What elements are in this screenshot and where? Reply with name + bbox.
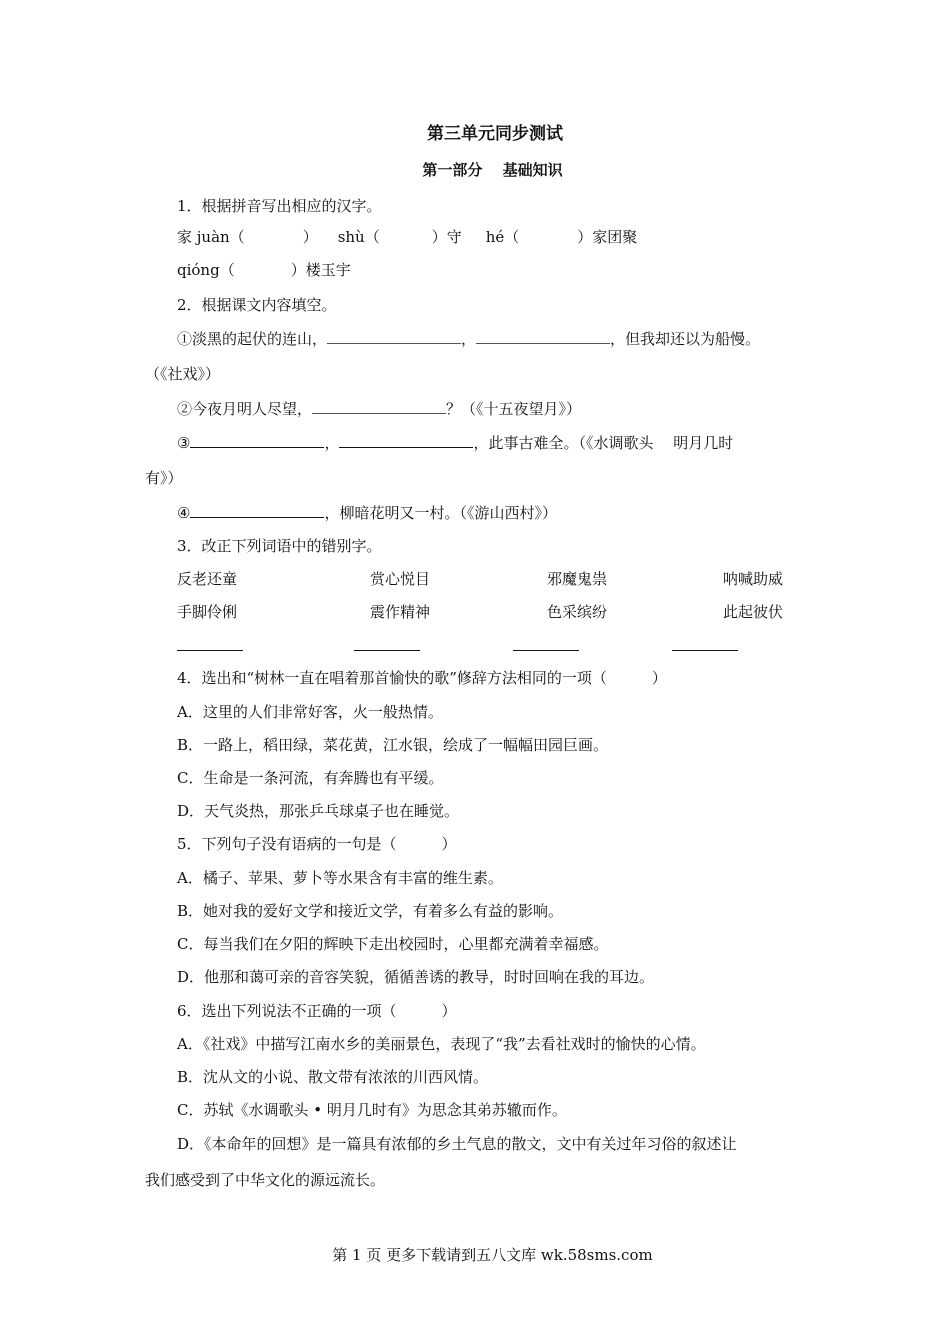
option-d: D．他那和蔼可亲的音容笑貌，循循善诱的教导，时时回响在我的耳边。 xyxy=(177,968,655,986)
option-b: B．一路上，稻田绿，菜花黄，江水银，绘成了一幅幅田园巨画。 xyxy=(177,736,609,754)
pinyin-item: ）楼玉宇 xyxy=(290,261,351,279)
answer-line[interactable] xyxy=(177,650,243,651)
fill-text: ？（《十五夜望月》） xyxy=(446,400,582,418)
question-2-stem: 2．根据课文内容填空。 xyxy=(177,296,337,314)
word-item: 邪魔鬼祟 xyxy=(547,570,608,588)
answer-blank[interactable] xyxy=(190,502,324,518)
question-1-stem: 1．根据拼音写出相应的汉字。 xyxy=(177,197,382,215)
fill-text: ②今夜月明人尽望， xyxy=(177,400,313,418)
question-5-stem: 5．下列句子没有语病的一句是（ ） xyxy=(177,835,457,853)
word-item: 赏心悦目 xyxy=(370,570,431,588)
fill-text: ， xyxy=(324,434,340,452)
option-a: A．这里的人们非常好客，火一般热情。 xyxy=(177,703,443,721)
question-1-row-2 xyxy=(177,260,351,280)
question-2-line-3 xyxy=(177,432,733,453)
option-b: B．她对我的爱好文学和接近文学，有着多么有益的影响。 xyxy=(177,902,564,920)
option-c: C．每当我们在夕阳的辉映下走出校园时，心里都充满着幸福感。 xyxy=(177,935,609,953)
option-c: C．苏轼《水调歌头 • 明月几时有》为思念其弟苏辙而作。 xyxy=(177,1101,567,1119)
word-item: 色采缤纷 xyxy=(547,603,608,621)
pinyin-item: ）家团聚 xyxy=(577,228,638,246)
option-b: B．沈从文的小说、散文带有浓浓的川西风情。 xyxy=(177,1068,489,1086)
word-item: 呐喊助威 xyxy=(723,570,784,588)
pinyin-item: hé（ xyxy=(485,228,520,246)
option-d: D．《本命年的回想》是一篇具有浓郁的乡土气息的散文，文中有关过年习俗的叙述让 xyxy=(177,1135,737,1153)
question-4-stem: 4．选出和“树林一直在唱着那首愉快的歌”修辞方法相同的一项（ ） xyxy=(177,669,667,687)
section-heading: 第一部分 基础知识 xyxy=(422,161,563,179)
pinyin-item: qióng（ xyxy=(177,261,235,279)
answer-blank[interactable] xyxy=(312,398,446,414)
document-title: 第三单元同步测试 xyxy=(427,124,563,144)
word-item: 手脚伶俐 xyxy=(177,603,238,621)
question-2-line-3-continuation: 有》） xyxy=(145,469,183,487)
answer-blank[interactable] xyxy=(339,432,473,448)
fill-text: ，柳暗花明又一村。（《游山西村》） xyxy=(324,504,557,522)
fill-text: ，此事古难全。（《水调歌头 明月几时 xyxy=(473,434,734,452)
question-6-stem: 6．选出下列说法不正确的一项（ ） xyxy=(177,1002,457,1020)
question-1-row-1 xyxy=(177,227,637,247)
fill-text: ④ xyxy=(177,504,191,522)
pinyin-item: ）守 xyxy=(431,228,462,246)
word-item: 反老还童 xyxy=(177,570,238,588)
fill-text: ①淡黑的起伏的连山， xyxy=(177,330,328,348)
answer-blank[interactable] xyxy=(190,432,324,448)
question-3-stem: 3．改正下列词语中的错别字。 xyxy=(177,537,382,555)
pinyin-item: ） xyxy=(302,228,318,246)
question-2-line-1-source: （《社戏》） xyxy=(145,365,221,383)
question-2-line-4 xyxy=(177,502,557,523)
pinyin-item: shù（ xyxy=(337,228,380,246)
answer-line[interactable] xyxy=(513,650,579,651)
word-item: 此起彼伏 xyxy=(723,603,784,621)
answer-line[interactable] xyxy=(354,650,420,651)
pinyin-item: 家 juàn（ xyxy=(177,228,245,246)
fill-text: ③ xyxy=(177,434,191,452)
page-footer: 第 1 页 更多下载请到五八文库 wk.58sms.com xyxy=(332,1246,653,1264)
option-d: D．天气炎热，那张乒乓球桌子也在睡觉。 xyxy=(177,802,460,820)
option-d-continuation: 我们感受到了中华文化的源远流长。 xyxy=(145,1171,386,1189)
question-2-line-1 xyxy=(177,328,760,349)
question-2-line-2 xyxy=(177,398,581,419)
option-a: A．《社戏》中描写江南水乡的美丽景色，表现了“我”去看社戏时的愉快的心情。 xyxy=(177,1035,706,1053)
word-item: 震作精神 xyxy=(370,603,431,621)
fill-text: ， xyxy=(461,330,477,348)
answer-blank[interactable] xyxy=(476,328,610,344)
option-c: C．生命是一条河流，有奔腾也有平缓。 xyxy=(177,769,444,787)
option-a: A．橘子、苹果、萝卜等水果含有丰富的维生素。 xyxy=(177,869,503,887)
answer-line[interactable] xyxy=(672,650,738,651)
answer-blank[interactable] xyxy=(327,328,461,344)
fill-text: ，但我却还以为船慢。 xyxy=(610,330,761,348)
